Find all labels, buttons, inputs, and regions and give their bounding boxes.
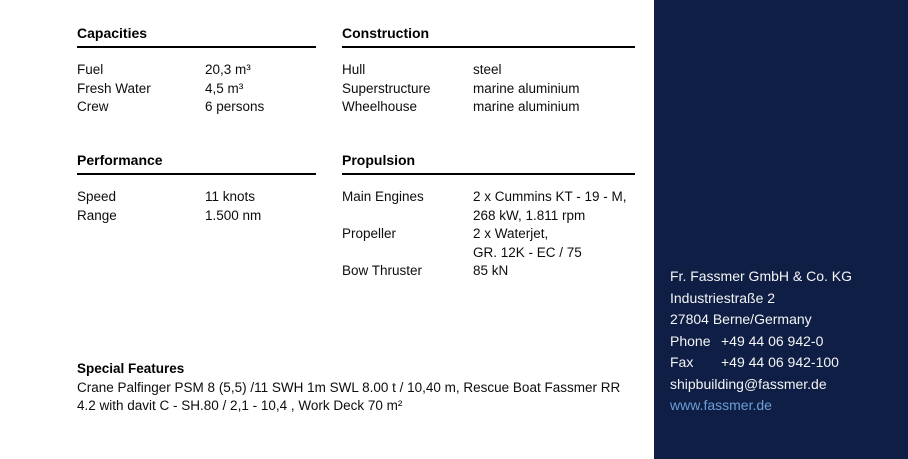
spec-label: Hull (342, 62, 366, 77)
spec-value: GR. 12K - EC / 75 (473, 244, 582, 260)
fax-row (670, 352, 902, 374)
section-rule (77, 173, 316, 175)
spec-value: 4,5 m³ (205, 80, 244, 96)
spec-label: Propeller (342, 226, 397, 241)
spec-label: Main Engines (342, 189, 424, 204)
spec-value: 268 kW, 1.811 rpm (473, 207, 586, 223)
spec-label (342, 207, 473, 226)
spec-value: 20,3 m³ (205, 62, 251, 77)
section-rule (342, 173, 635, 175)
city-address: 27804 Berne/Germany (670, 311, 812, 327)
spec-value: 2 x Cummins KT - 19 - M, (473, 189, 627, 204)
spec-row (342, 225, 635, 244)
spec-row (77, 80, 316, 99)
spec-value: steel (473, 62, 502, 77)
spec-row (77, 61, 316, 80)
spec-label: Range (77, 207, 117, 223)
section-performance (77, 152, 316, 225)
company-name: Fr. Fassmer GmbH & Co. KG (670, 268, 853, 284)
spec-label: Speed (77, 189, 117, 204)
phone-label: Phone (670, 332, 711, 349)
capacities-rows (77, 61, 316, 117)
website-link[interactable]: www.fassmer.de (670, 397, 772, 413)
contact-block (670, 266, 902, 417)
spec-row (342, 207, 635, 226)
fax-label: Fax (670, 354, 694, 370)
spec-label: Wheelhouse (342, 99, 418, 114)
spec-value: 2 x Waterjet, (473, 226, 549, 241)
street-address: Industriestraße 2 (670, 289, 776, 306)
fax-number: +49 44 06 942-100 (721, 354, 839, 370)
section-title-capacities: Capacities (77, 25, 148, 41)
performance-rows (77, 188, 316, 225)
email-address: shipbuilding@fassmer.de (670, 375, 827, 392)
section-title-construction: Construction (342, 25, 430, 41)
spec-value: marine aluminium (473, 99, 580, 114)
spec-value: 1.500 nm (205, 207, 262, 223)
special-features-text: Crane Palfinger PSM 8 (5,5) /11 SWH 1m SWL 8.00 t / 10,40 m, Rescue Boat Fassmer RR 4.2 with davit C - SH.80 / 2,1 - 10,4 , Work Deck 70 m² (77, 379, 621, 413)
spec-label: Fresh Water (77, 80, 151, 96)
spec-row (342, 244, 635, 263)
spec-row (77, 98, 316, 117)
spec-row (342, 61, 635, 80)
section-rule (77, 46, 316, 48)
spec-value: 6 persons (205, 99, 265, 114)
phone-number: +49 44 06 942-0 (721, 332, 824, 349)
section-title-performance: Performance (77, 152, 163, 168)
spec-row (342, 80, 635, 99)
spec-label: Superstructure (342, 80, 431, 96)
spec-row (342, 188, 635, 207)
special-features-title: Special Features (77, 361, 185, 376)
section-construction (342, 25, 635, 117)
spec-label: Bow Thruster (342, 263, 423, 278)
spec-value: 11 knots (205, 189, 256, 204)
section-capacities (77, 25, 316, 117)
spec-value: 85 kN (473, 263, 509, 278)
phone-row (670, 331, 902, 353)
section-title-propulsion: Propulsion (342, 152, 416, 168)
section-rule (342, 46, 635, 48)
section-propulsion (342, 152, 635, 281)
spec-row (342, 98, 635, 117)
spec-label (342, 244, 473, 263)
sidebar (654, 0, 908, 459)
special-features (77, 360, 635, 416)
spec-value: marine aluminium (473, 80, 580, 96)
spec-row (77, 188, 316, 207)
construction-rows (342, 61, 635, 117)
spec-row (342, 262, 635, 281)
spec-label: Fuel (77, 62, 104, 77)
spec-label: Crew (77, 99, 109, 114)
spec-row (77, 207, 316, 226)
propulsion-rows (342, 188, 635, 281)
